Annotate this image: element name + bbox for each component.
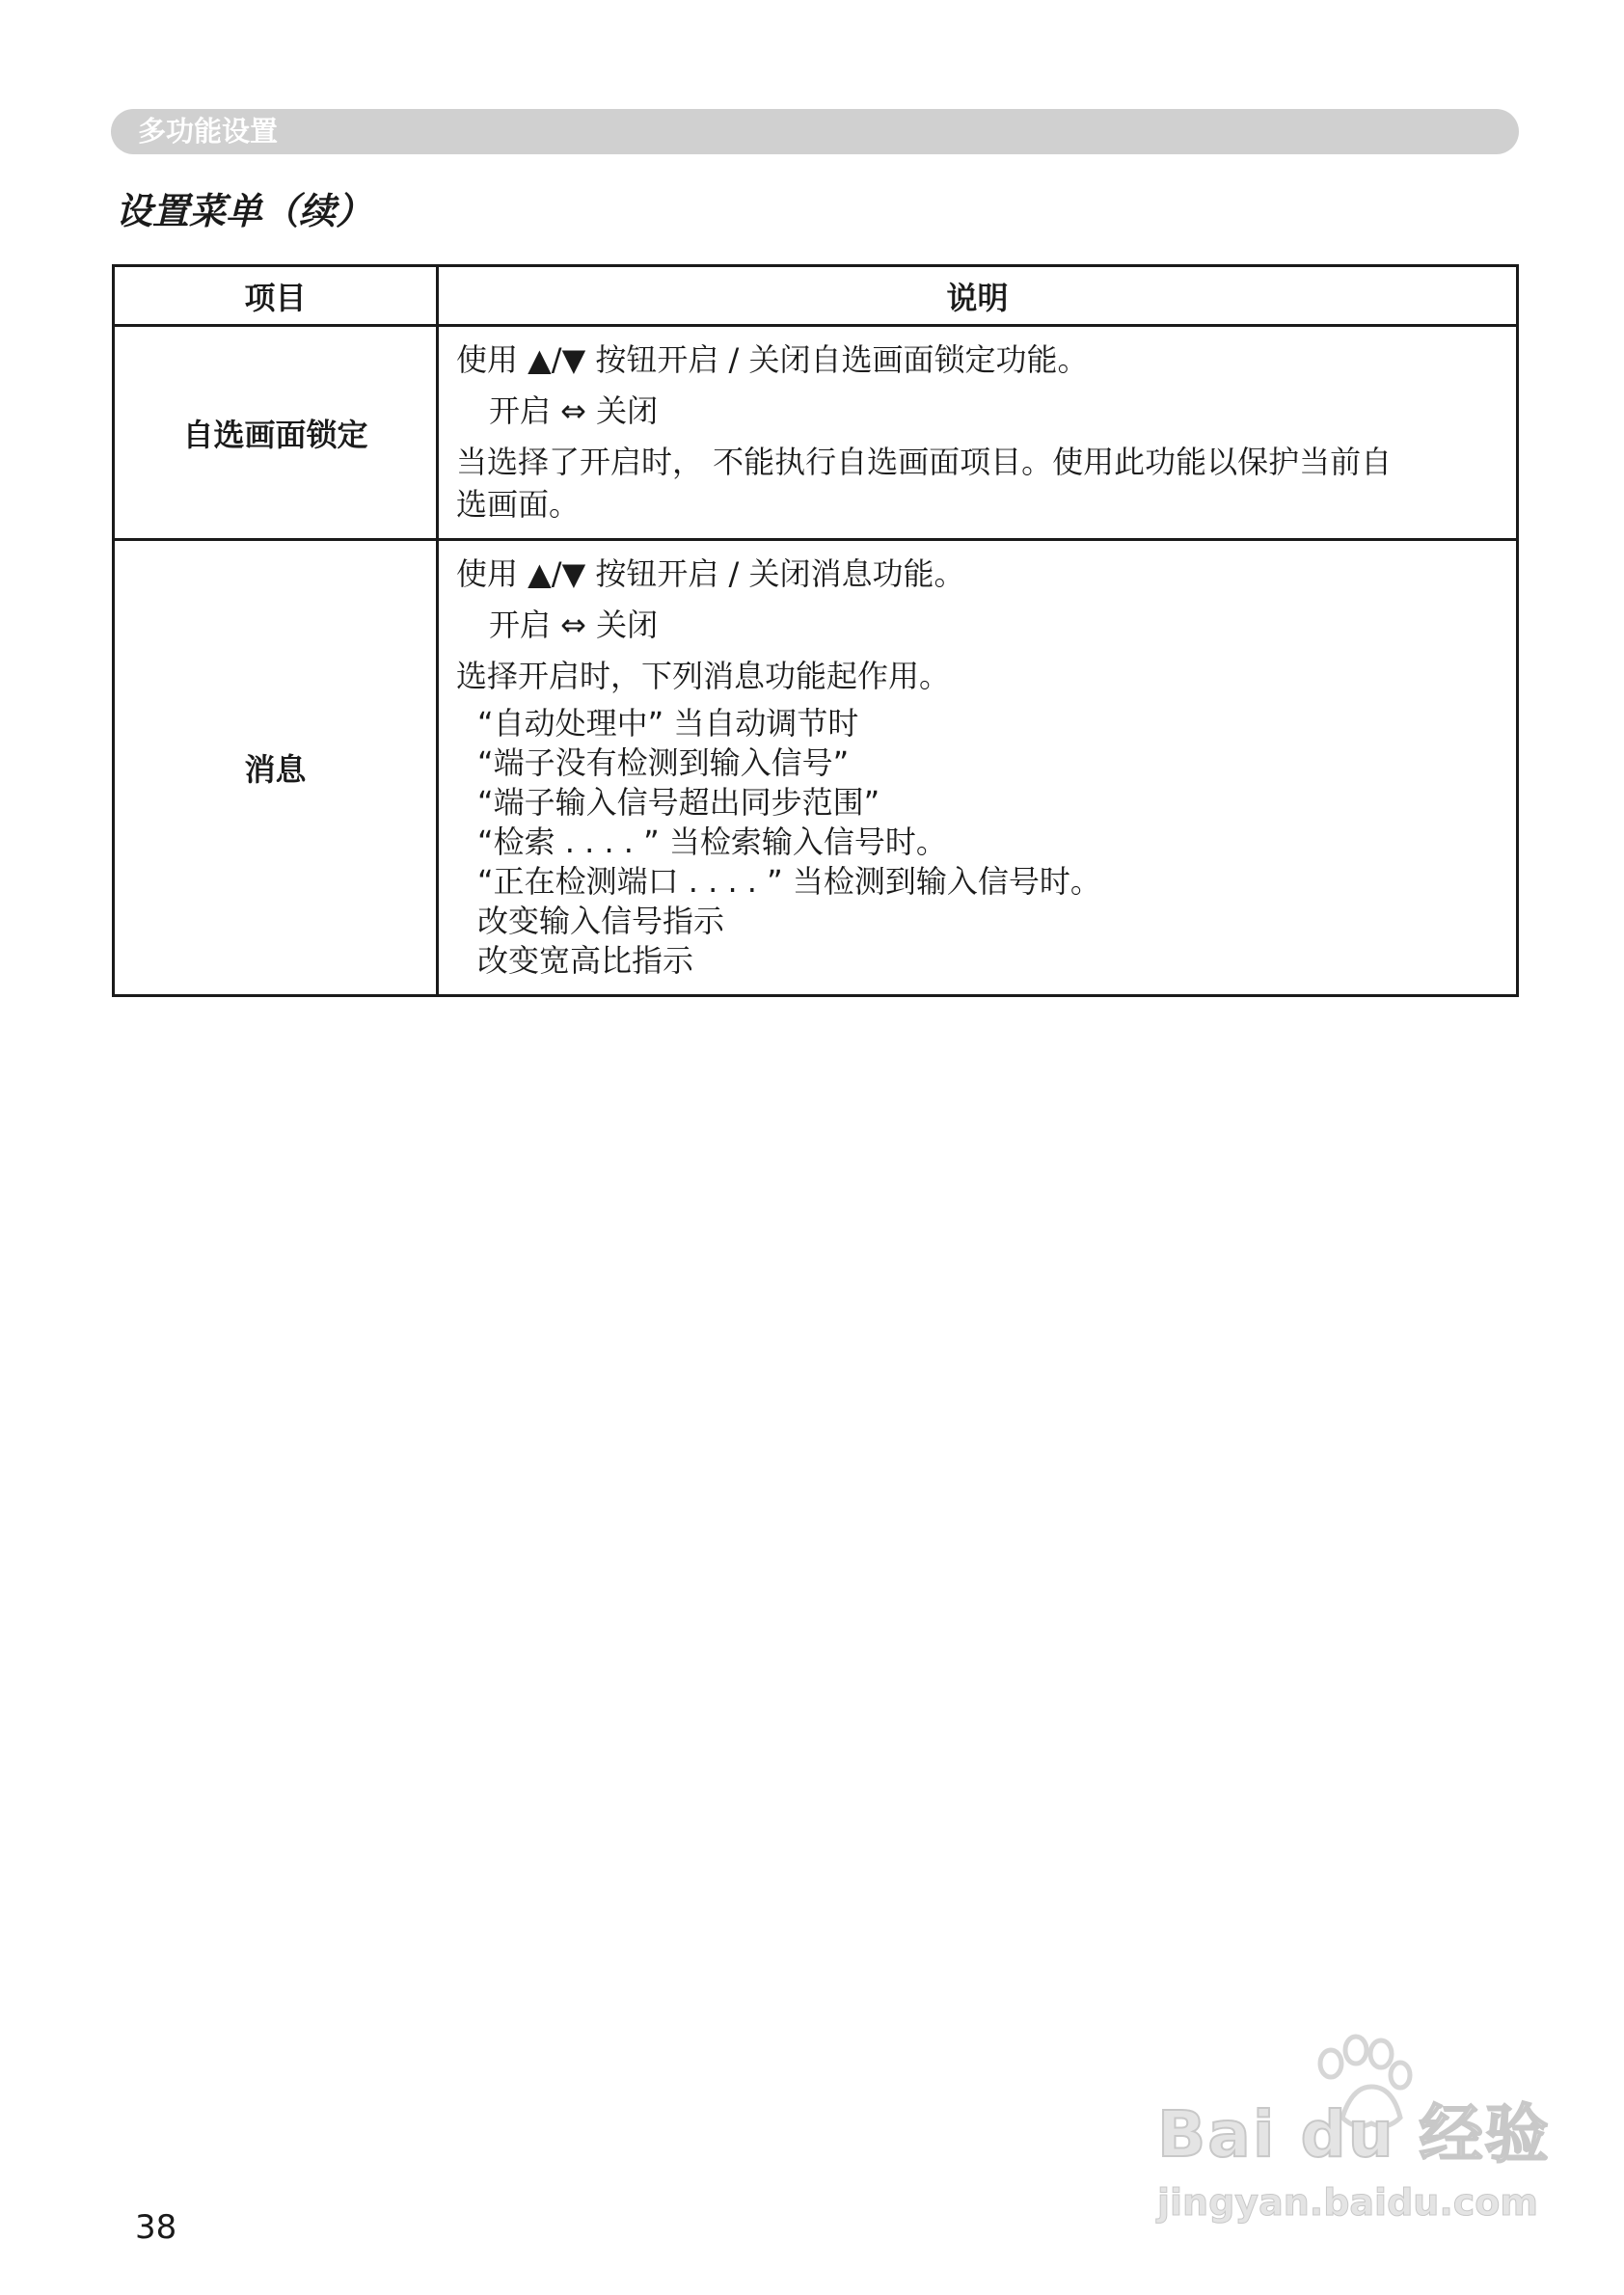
section-bar [111,109,1519,154]
message-list-item: “检索 . . . . ” 当检索输入信号时。 [477,824,947,860]
column-header-item: 项目 [114,266,438,326]
table-header-row [114,266,1518,326]
message-list-item: “自动处理中” 当自动调节时 [477,705,859,742]
item-name-cell: 自选画面锁定 [114,326,438,540]
description-cell [438,326,1518,540]
baidu-jingyan-watermark [1157,2064,1562,2247]
option-toggle-line: 开启 ⇔ 关闭 [489,392,659,429]
message-list-item: “端子没有检测到输入信号” [477,744,850,781]
page-title: 设置菜单（续） [116,190,373,232]
option-toggle-line: 开启 ⇔ 关闭 [489,607,659,643]
section-title: 多功能设置 [138,115,279,148]
message-list-item: “端子输入信号超出同步范围” [477,784,880,821]
table-row [114,540,1518,996]
description-line: 选画面。 [456,486,581,523]
description-cell [438,540,1518,996]
description-line: 选择开启时，下列消息功能起作用。 [456,658,951,694]
page-number: 38 [135,2208,177,2247]
description-line: 使用 ▲/▼ 按钮开启 / 关闭自选画面锁定功能。 [456,341,1089,378]
watermark-url: jingyan.baidu.com [1157,2181,1538,2224]
table-row [114,326,1518,540]
message-list-item: “正在检测端口 . . . . ” 当检测到输入信号时。 [477,863,1101,900]
message-list-item: 改变输入信号指示 [477,903,725,939]
item-name-cell: 消息 [114,540,438,996]
description-line: 当选择了开启时， 不能执行自选画面项目。使用此功能以保护当前自 [456,444,1393,480]
description-line: 使用 ▲/▼ 按钮开启 / 关闭消息功能。 [456,555,965,592]
settings-table [112,264,1519,997]
column-header-description: 说明 [438,266,1518,326]
message-list-item: 改变宽高比指示 [477,942,694,979]
watermark-brand: Bai du 经验 [1157,2097,1551,2172]
